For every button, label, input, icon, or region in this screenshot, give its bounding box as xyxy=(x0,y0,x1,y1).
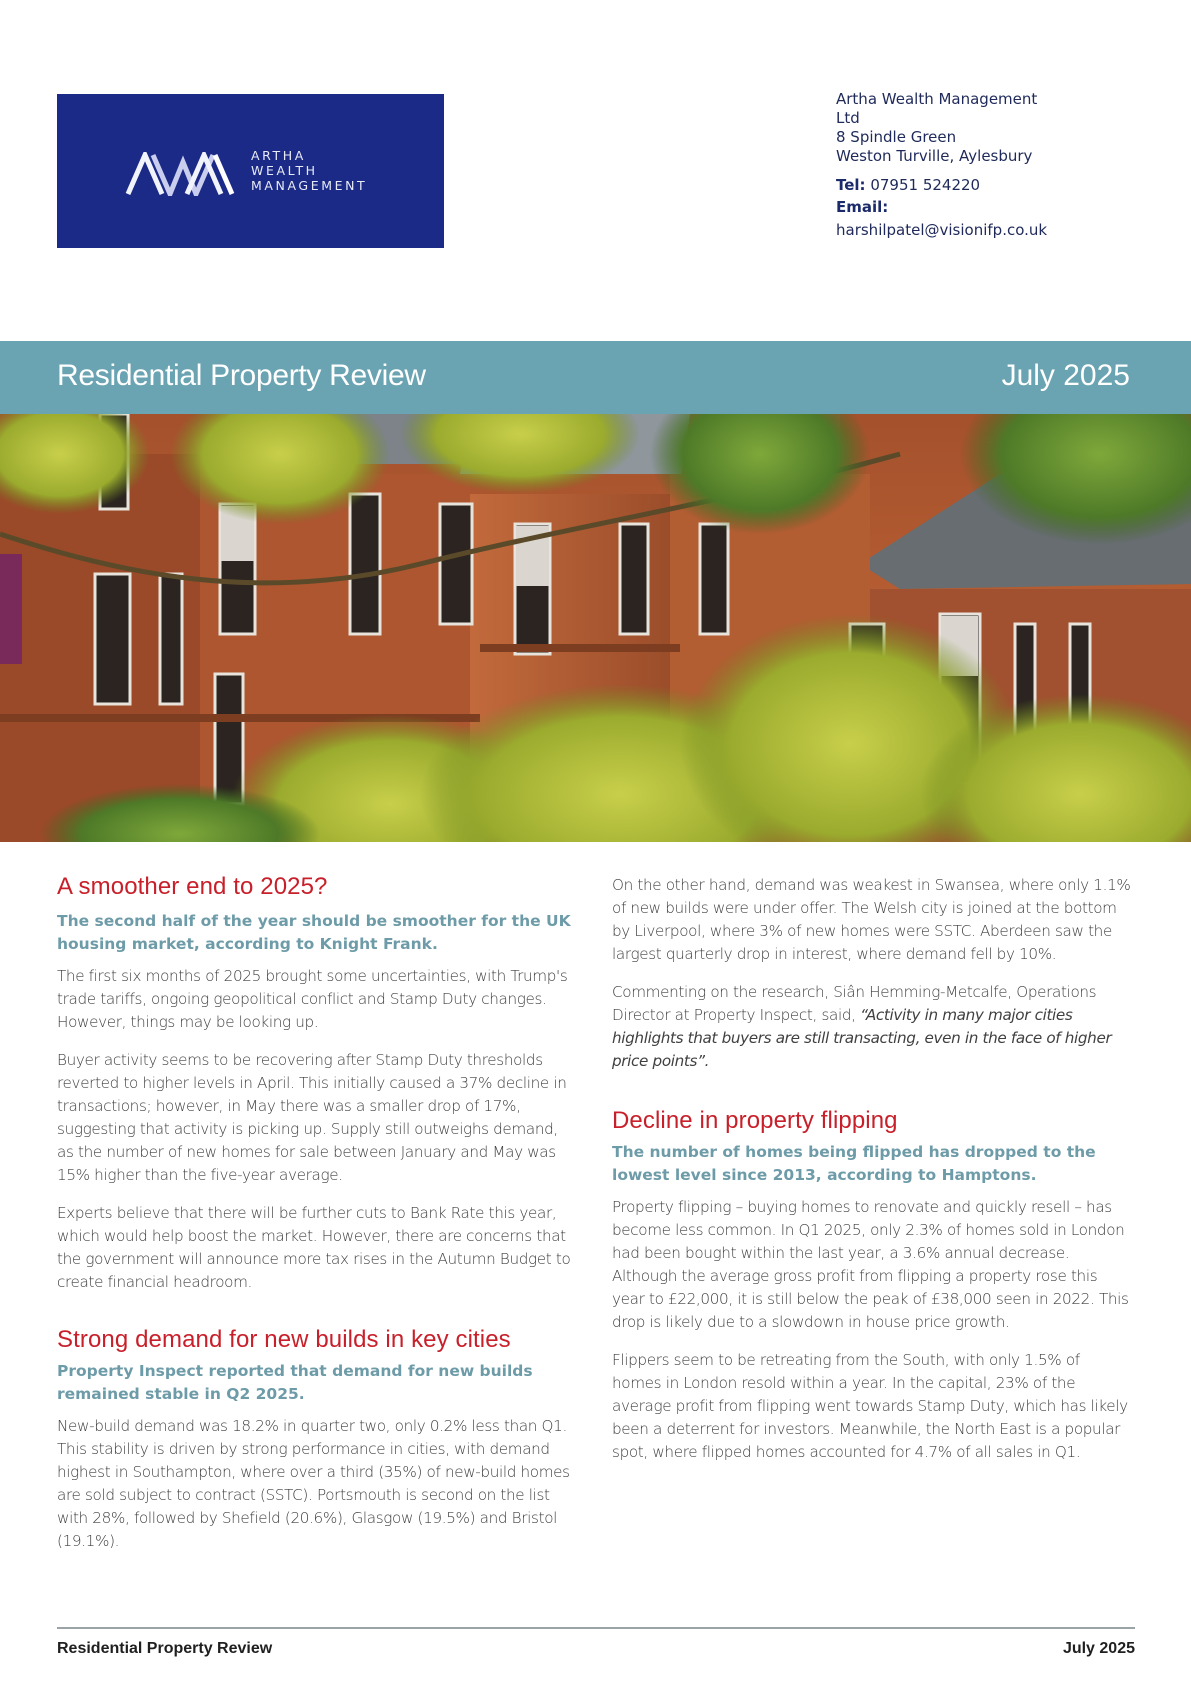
company-name-line2: Ltd xyxy=(836,109,860,127)
article-flipping xyxy=(612,1106,1132,1464)
sandstone-terrace-illustration xyxy=(0,414,1191,842)
logo-wordmark xyxy=(251,148,367,193)
article-new-builds-continued xyxy=(612,874,1132,1073)
body-paragraph: On the other hand, demand was weakest in Swansea, where only 1.1% of new builds were under offer. The Welsh city is joined at the bottom by Liverpool, where 3% of new homes were SSTC. Aberdeen saw the largest quarterly drop in interest, where demand fell by 10%. xyxy=(612,876,1131,963)
logo-line-management: MANAGEMENT xyxy=(251,178,368,193)
right-column xyxy=(612,874,1132,1464)
section-standfirst: The number of homes being flipped has dropped to the lowest level since 2013, according to Hamptons. xyxy=(612,1143,1096,1184)
email xyxy=(836,198,1136,240)
body-paragraph: Flippers seem to be retreating from the South, with only 1.5% of homes in London resold within a year. In the capital, 23% of the average profit from flipping went towards Stamp Duty, which has likely been a deterrent for investors. Meanwhile, the North East is a popular spot, where flipped homes accounted for 4.7% of all sales in Q1. xyxy=(612,1351,1128,1461)
awm-mountain-monogram-icon xyxy=(125,152,235,196)
telephone xyxy=(836,176,1136,195)
title-banner xyxy=(0,341,1191,414)
logo-line-wealth: WEALTH xyxy=(251,163,318,178)
email-label: Email: xyxy=(836,198,889,216)
address-line1: 8 Spindle Green xyxy=(836,128,957,146)
body-paragraph: The first six months of 2025 brought some uncertainties, with Trump's trade tariffs, ongoing geopolitical conflict and Stamp Duty changes. However, things may be looking up. xyxy=(57,967,568,1031)
footer-date: July 2025 xyxy=(1062,1640,1135,1657)
body-paragraph: New-build demand was 18.2% in quarter two, only 0.2% less than Q1. This stability is driven by strong performance in cities, with demand highest in Southampton, where over a third (35%) of new-build homes are sold subject to contract (SSTC). Portsmouth is second on the list with 28%, followed by Shefield (20.6%), Glasgow (19.5%) and Bristol (19.1%). xyxy=(57,1417,570,1550)
body-paragraph: Property flipping – buying homes to renovate and quickly resell – has become less common. In Q1 2025, only 2.3% of homes sold in London had been bought within the last year, a 3.6% annual decrease. Although the average gross profit from flipping a property rose this year to £22,000, it is still below the peak of £38,000 seen in 2022. This drop is likely due to a slowdown in house price growth. xyxy=(612,1198,1129,1331)
quote-attribution: Commenting on the research, Siân Hemming-Metcalfe, Operations Director at Property Inspect, said, xyxy=(612,983,1097,1024)
footer-divider xyxy=(57,1627,1135,1629)
article-new-builds xyxy=(57,1325,577,1553)
article-smoother-end xyxy=(57,872,577,1294)
section-heading: Strong demand for new builds in key cities xyxy=(57,1326,511,1353)
contact-details xyxy=(836,90,1136,240)
quote-text: “Activity in many major cities highlights that buyers are still transacting, even in the face of higher price points”. xyxy=(612,1006,1112,1070)
tel-label: Tel: xyxy=(836,176,866,194)
quote-paragraph xyxy=(612,981,1132,1073)
company-logo xyxy=(57,94,444,248)
left-column xyxy=(57,872,577,1553)
page-title: Residential Property Review xyxy=(57,359,426,392)
logo-line-artha: ARTHA xyxy=(251,148,306,163)
email-link[interactable]: harshilpatel@visionifp.co.uk xyxy=(836,221,1048,239)
body-paragraph: Experts believe that there will be further cuts to Bank Rate this year, which would help boost the market. However, there are concerns that the government will announce more tax rises in the Autumn Budget to create financial headroom. xyxy=(57,1204,571,1291)
section-heading: Decline in property flipping xyxy=(612,1107,898,1134)
issue-date: July 2025 xyxy=(1001,359,1130,392)
footer-title: Residential Property Review xyxy=(57,1640,273,1657)
section-standfirst: The second half of the year should be smoother for the UK housing market, according to Knight Frank. xyxy=(57,912,571,953)
section-standfirst: Property Inspect reported that demand for new builds remained stable in Q2 2025. xyxy=(57,1362,533,1403)
company-name-line1: Artha Wealth Management xyxy=(836,90,1038,108)
tel-value[interactable]: 07951 524220 xyxy=(870,176,981,194)
body-paragraph: Buyer activity seems to be recovering after Stamp Duty thresholds reverted to higher levels in April. This initially caused a 37% decline in transactions; however, in May there was a smaller drop of 17%, suggesting that activity is picking up. Supply still outweighs demand, as the number of new homes for sale between January and May was 15% higher than the five-year average. xyxy=(57,1051,567,1184)
company-address xyxy=(836,90,1136,166)
hero-image xyxy=(0,414,1191,842)
section-heading: A smoother end to 2025? xyxy=(57,873,328,900)
address-line2: Weston Turville, Aylesbury xyxy=(836,147,1033,165)
